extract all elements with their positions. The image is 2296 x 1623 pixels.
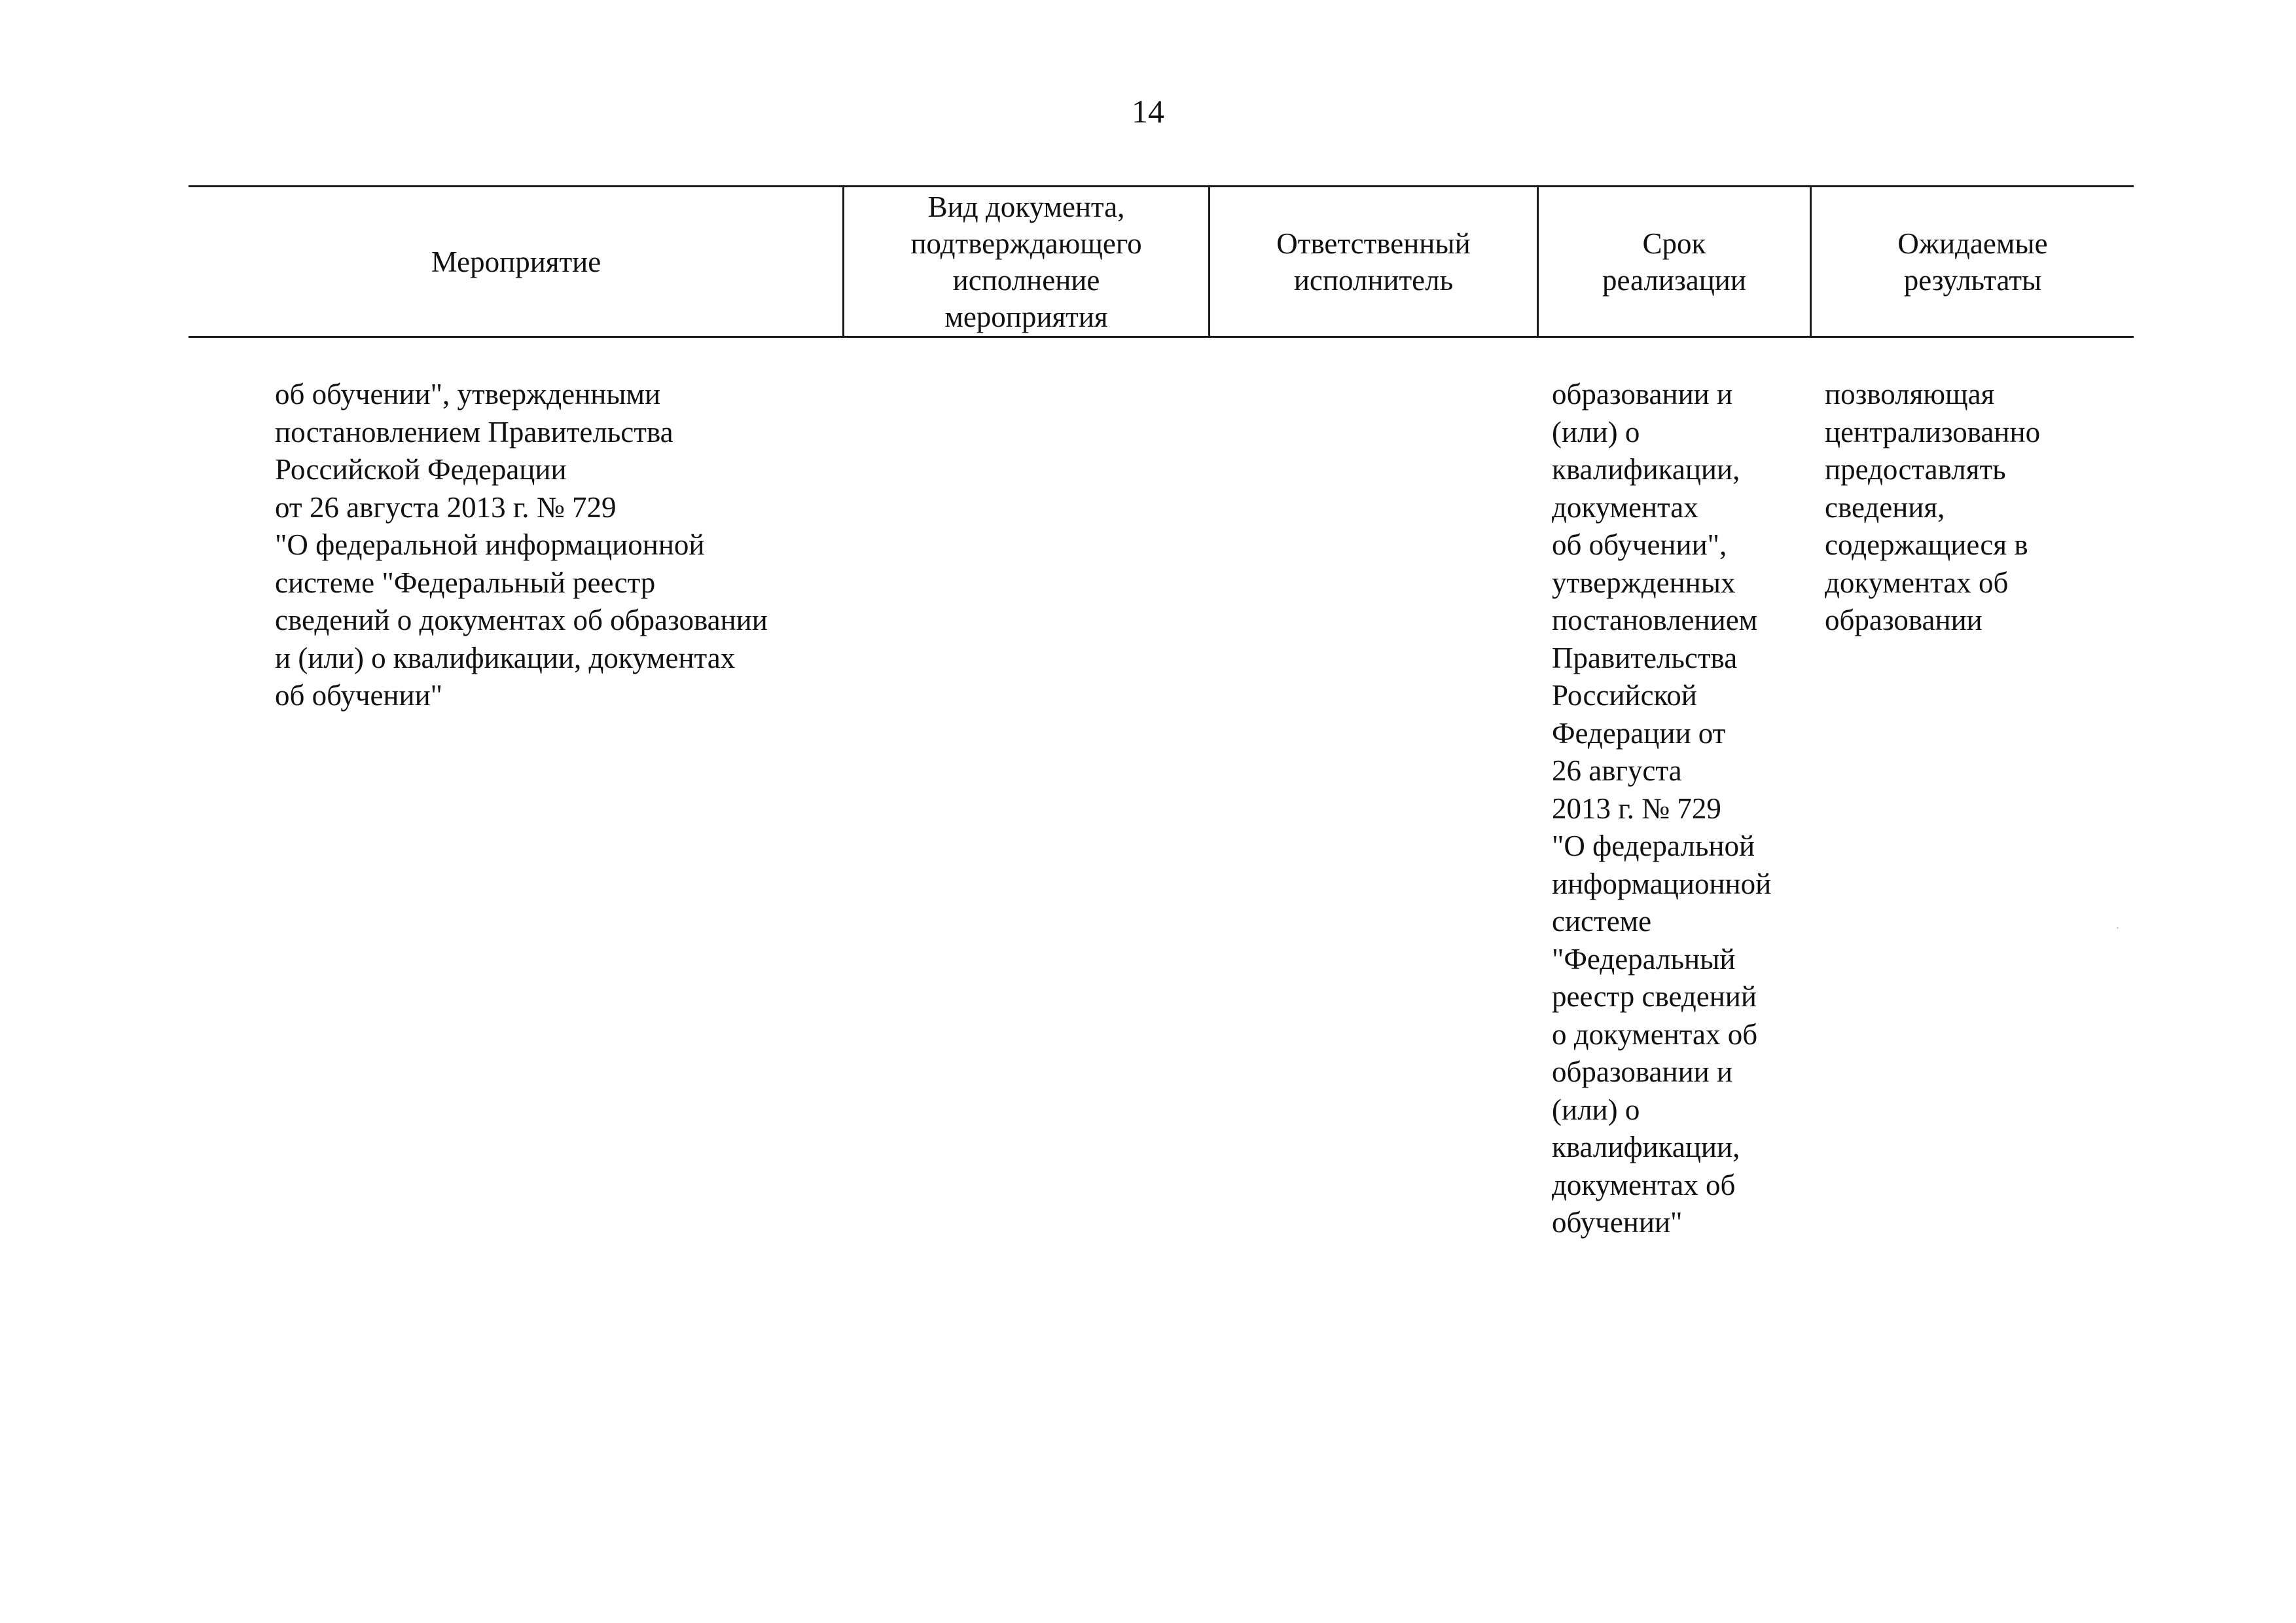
scan-speck: · — [2115, 921, 2120, 936]
page-number: 14 — [1132, 93, 1164, 130]
header-expected-results — [1812, 187, 2134, 336]
header-responsible — [1210, 187, 1537, 336]
header-responsible-label: Ответственный исполнитель — [1276, 227, 1471, 297]
table-header-bottom-rule — [188, 336, 2134, 338]
header-expected-results-label: Ожидаемые результаты — [1897, 227, 2048, 297]
header-activity — [190, 187, 842, 336]
header-deadline — [1539, 187, 1810, 336]
header-document-type-label: Вид документа, подтверждающего исполнение мероприятия — [910, 190, 1142, 333]
header-deadline-label: Срок реализации — [1602, 227, 1746, 297]
cell-activity: об обучении", утвержденными постановлением Правительства Российской Федерации от 26 августа 2013 г. № 729 "О федеральной информационной системе "Федеральный реестр сведений о документах об образовании и (или) о квалификации, документах об обучении" — [275, 378, 768, 712]
header-document-type — [844, 187, 1208, 336]
header-activity-label: Мероприятие — [431, 245, 601, 278]
cell-expected-results: позволяющая централизованно предоставлять сведения, содержащиеся в документах об образовании — [1825, 378, 2041, 636]
cell-deadline: образовании и (или) о квалификации, документах об обучении", утвержденных постановлением Правительства Российской Федерации от 26 августа 2013 г. № 729 "О федеральной информационной системе "Федеральный реестр сведений о документах об образовании и (или) о квалификации, документах об обучении" — [1552, 378, 1772, 1239]
